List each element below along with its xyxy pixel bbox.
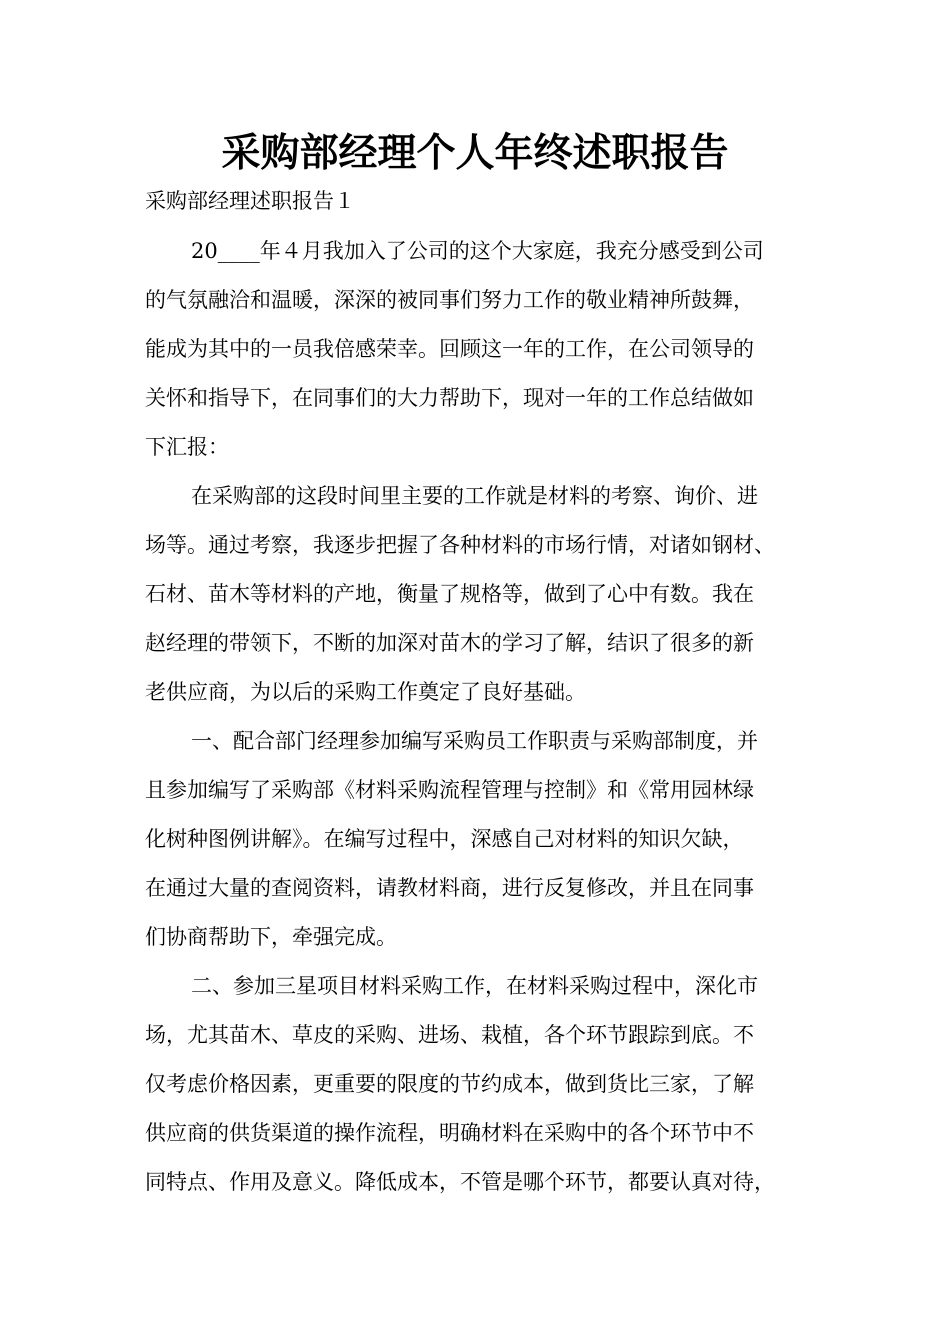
text-line: 们协商帮助下，牵强完成。 (145, 925, 397, 949)
text-line: 20____年４月我加入了公司的这个大家庭，我充分感受到公司 (191, 239, 764, 263)
text-line: 一、配合部门经理参加编写采购员工作职责与采购部制度，并 (191, 729, 758, 753)
paragraph-2 (145, 480, 845, 725)
text-line: 仅考虑价格因素，更重要的限度的节约成本，做到货比三家，了解 (145, 1072, 754, 1096)
text-line: 同特点、作用及意义。降低成本，不管是哪个环节，都要认真对待， (145, 1170, 775, 1194)
text-line: 供应商的供货渠道的操作流程，明确材料在采购中的各个环节中不 (145, 1121, 754, 1145)
text-line: 二、参加三星项目材料采购工作，在材料采购过程中，深化市 (191, 974, 758, 998)
text-line: 的气氛融洽和温暖，深深的被同事们努力工作的敬业精神所鼓舞， (145, 288, 754, 312)
paragraph-4 (145, 970, 845, 1215)
text-line: 石材、苗木等材料的产地，衡量了规格等，做到了心中有数。我在 (145, 582, 754, 606)
text-line: 赵经理的带领下，不断的加深对苗木的学习了解，结识了很多的新 (145, 631, 754, 655)
text-line: 在采购部的这段时间里主要的工作就是材料的考察、询价、进 (191, 484, 758, 508)
text-line: 场，尤其苗木、草皮的采购、进场、栽植，各个环节跟踪到底。不 (145, 1023, 754, 1047)
text-line: 场等。通过考察，我逐步把握了各种材料的市场行情，对诸如钢材、 (145, 533, 775, 557)
text-line: 关怀和指导下，在同事们的大力帮助下，现对一年的工作总结做如 (145, 386, 754, 410)
paragraph-1 (145, 235, 845, 480)
paragraph-3 (145, 725, 845, 970)
document-title: 采购部经理个人年终述职报告 (221, 131, 729, 176)
text-line: 老供应商，为以后的采购工作奠定了良好基础。 (145, 680, 586, 704)
document-subtitle: 采购部经理述职报告１ (145, 189, 355, 213)
text-line: 化树种图例讲解》。在编写过程中，深感自己对材料的知识欠缺， (145, 827, 744, 851)
text-line: 且参加编写了采购部《材料采购流程管理与控制》和《常用园林绿 (145, 778, 754, 802)
text-line: 能成为其中的一员我倍感荣幸。回顾这一年的工作，在公司领导的 (145, 337, 754, 361)
document-body (145, 235, 845, 1215)
text-line: 在通过大量的查阅资料，请教材料商，进行反复修改，并且在同事 (145, 876, 754, 900)
text-line: 下汇报： (145, 435, 229, 459)
